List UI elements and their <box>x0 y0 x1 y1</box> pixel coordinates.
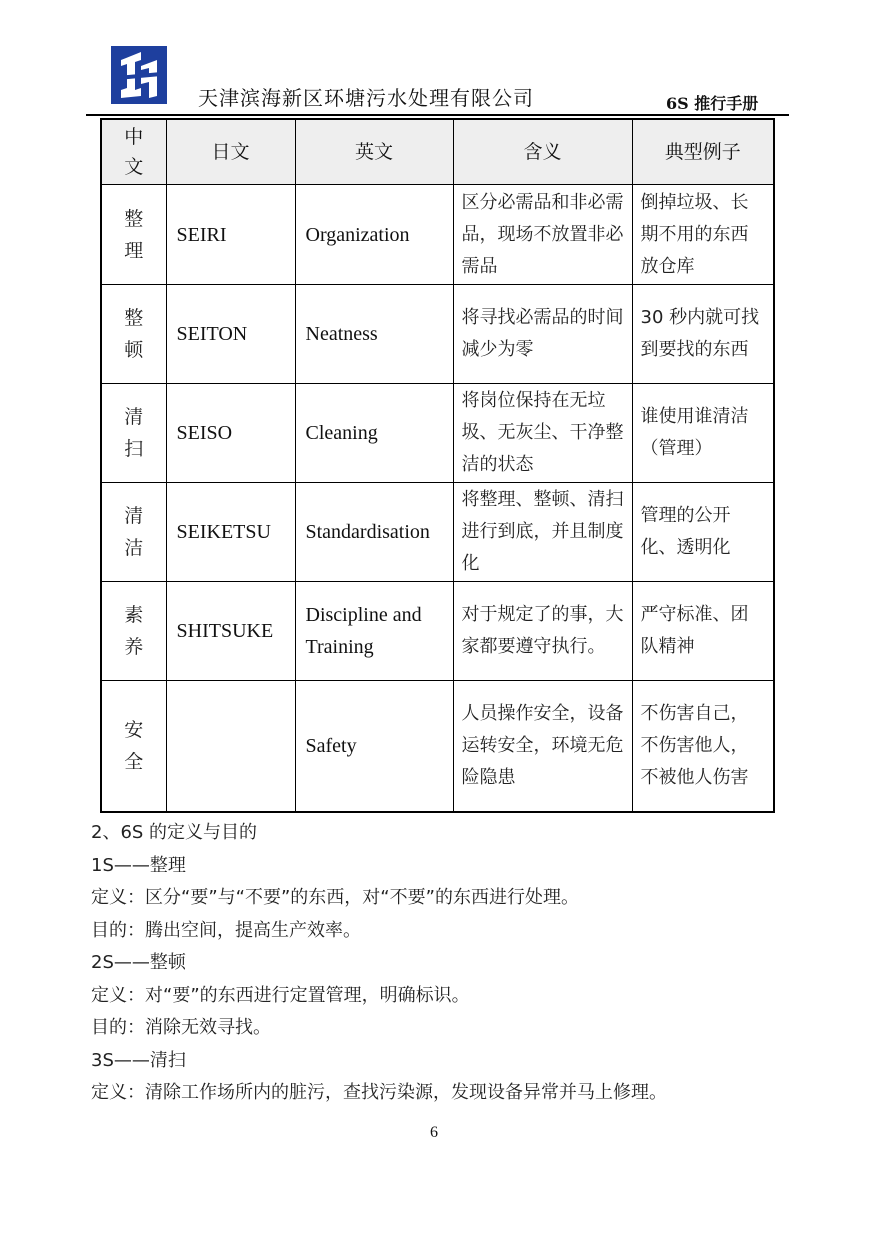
subsection-heading: 2S——整顿 <box>91 952 186 973</box>
header-divider <box>86 114 789 116</box>
cell-meaning: 将整理、整顿、清扫进行到底，并且制度化 <box>453 483 632 582</box>
table-row <box>101 681 774 812</box>
cell-chinese: 清扫 <box>101 384 166 483</box>
header-meaning: 含义 <box>453 119 632 185</box>
cell-japanese: SEITON <box>166 285 295 384</box>
cell-example: 倒掉垃圾、长期不用的东西放仓库 <box>632 185 774 285</box>
subsection-heading: 3S——清扫 <box>91 1049 186 1071</box>
header-english: 英文 <box>295 119 453 185</box>
cell-meaning: 对于规定了的事，大家都要遵守执行。 <box>453 582 632 681</box>
paragraph-line: 定义：清除工作场所内的脏污，查找污染源，发现设备异常并马上修理。 <box>91 1082 667 1103</box>
cell-meaning: 将岗位保持在无垃圾、无灰尘、干净整洁的状态 <box>453 384 632 483</box>
cell-chinese: 素养 <box>101 582 166 681</box>
table-row <box>101 384 774 483</box>
header-chinese: 中文 <box>101 119 166 185</box>
page-number: 6 <box>430 1124 438 1141</box>
cell-chinese: 安全 <box>101 681 166 812</box>
cell-japanese: SEIKETSU <box>166 483 295 582</box>
cell-chinese: 清洁 <box>101 483 166 582</box>
company-logo <box>111 46 167 104</box>
paragraph-line: 目的：腾出空间，提高生产效率。 <box>91 919 361 941</box>
cell-japanese: SHITSUKE <box>166 582 295 681</box>
paragraph-line: 定义：对“要”的东西进行定置管理，明确标识。 <box>91 984 470 1006</box>
cell-japanese: SEIRI <box>166 185 295 285</box>
cell-english: Discipline and Training <box>295 582 453 681</box>
cell-meaning: 区分必需品和非必需品，现场不放置非必需品 <box>453 185 632 285</box>
cell-example: 管理的公开化、透明化 <box>632 483 774 582</box>
page-header <box>0 0 875 120</box>
body-text <box>91 817 791 1110</box>
paragraph-line: 目的：消除无效寻找。 <box>91 1017 271 1038</box>
cell-english: Safety <box>295 681 453 812</box>
cell-english: Organization <box>295 185 453 285</box>
cell-example: 30 秒内就可找到要找的东西 <box>632 285 774 384</box>
company-name: 天津滨海新区环塘污水处理有限公司 <box>198 86 534 110</box>
table-header-row <box>101 119 774 185</box>
manual-title: 6S 推行手册 <box>666 94 759 113</box>
header-example: 典型例子 <box>632 119 774 185</box>
table-row <box>101 582 774 681</box>
cell-meaning: 人员操作安全，设备运转安全，环境无危险隐患 <box>453 681 632 812</box>
cell-english: Standardisation <box>295 483 453 582</box>
cell-chinese: 整理 <box>101 185 166 285</box>
cell-meaning: 将寻找必需品的时间减少为零 <box>453 285 632 384</box>
subsection-heading: 1S——整理 <box>91 854 186 876</box>
6s-table <box>100 118 775 813</box>
cell-english: Neatness <box>295 285 453 384</box>
table-row <box>101 185 774 285</box>
paragraph-line: 定义：区分“要”与“不要”的东西，对“不要”的东西进行处理。 <box>91 887 579 908</box>
cell-english: Cleaning <box>295 384 453 483</box>
cell-japanese: SEISO <box>166 384 295 483</box>
table-row <box>101 285 774 384</box>
cell-japanese <box>166 681 295 812</box>
header-japanese: 日文 <box>166 119 295 185</box>
cell-example: 不伤害自己，不伤害他人，不被他人伤害 <box>632 681 774 812</box>
cell-example: 严守标准、团队精神 <box>632 582 774 681</box>
section-heading: 2、6S 的定义与目的 <box>91 822 258 843</box>
cell-chinese: 整顿 <box>101 285 166 384</box>
table-row <box>101 483 774 582</box>
cell-example: 谁使用谁清洁（管理） <box>632 384 774 483</box>
